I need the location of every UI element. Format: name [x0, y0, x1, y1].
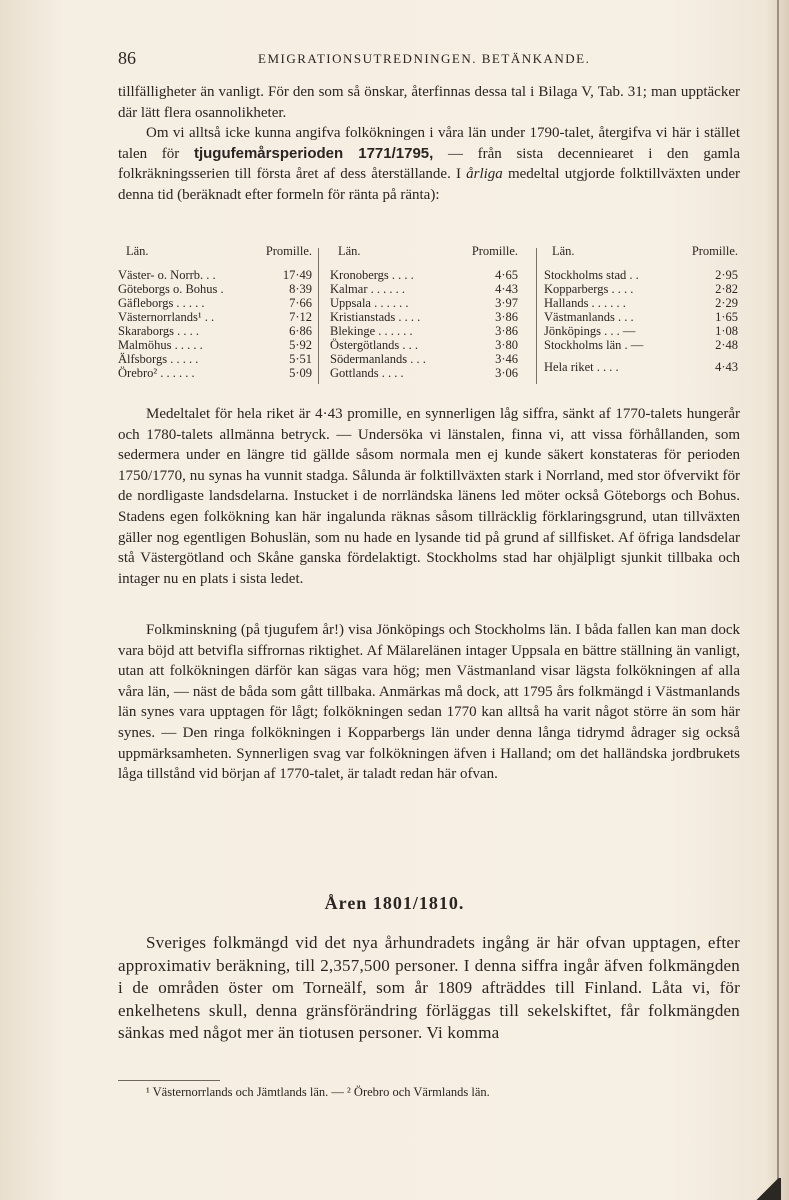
column-divider [536, 248, 537, 384]
table-column-2 [330, 244, 520, 392]
table-row: Östergötlands . . . 3·80 [330, 338, 518, 352]
section-heading: Åren 1801/1810. [324, 893, 465, 913]
footnote-rule [118, 1080, 220, 1081]
header-promille: Promille. [691, 244, 738, 258]
running-header [118, 48, 738, 70]
paragraph-2-text-e: medeltal utgjorde folktillväxten under denna tid (beräknadt efter formeln för ränta på ränta): [118, 166, 740, 203]
paragraph-2-text-c: — från sista decenniearet i den gamla folkräkningsserien till första året af dess återställande. I [118, 145, 740, 183]
table-row: Kopparbergs . . . . 2·82 [544, 282, 738, 296]
paragraph-2-text-a: Om vi alltså icke kunna angifva folkökningen i våra län under 1790-talet, återgifva vi här i stället talen för [118, 125, 740, 162]
table-column-1 [118, 244, 314, 392]
paragraph-4: Folkminskning (på tjugufem år!) visa Jönköpings och Stockholms län. I båda fallen kan man dock vara böjd att betvifla siffrornas riktighet. Af Mälarelänen intager Uppsala en bättre ställning än vanligt, utan att folkökningen därför kan sägas vara hög; men Västmanland visar lägsta folkökningen af alla våra län, — näst de båda som gått tillbaka. Anmärkas må dock, att 1795 års folkmängd i Västmanlands län synes vara upptagen för lågt; folkökningen sedan 1770 kan alltså ha varit något större än som här synes. — Den ringa folkökningen i Kopparbergs län under denna långa tidrymd ådrager sig också uppmärksamheten. Synnerligen svag var folkökningen äfven i Halland; om det halländska jordbrukets låga tillstånd vid början af 1770-talet, är taladt redan här ofvan. [118, 622, 740, 783]
table-header [544, 244, 740, 262]
table-row: Väster- o. Norrb. . . 17·49 [118, 268, 312, 282]
table-row: Kalmar . . . . . . 4·43 [330, 282, 518, 296]
table-row: Göteborgs o. Bohus . 8·39 [118, 282, 312, 296]
running-title: EMIGRATIONSUTREDNINGEN. BETÄNKANDE. [258, 51, 591, 66]
paragraph-1: tillfälligheter än vanligt. För den som så önskar, återfinnas dessa tal i Bilaga V, Tab. 31; man upptäcker där lätt flera osannolikheter. [118, 84, 740, 121]
header-promille: Promille. [471, 244, 518, 258]
table-row: Gäfleborgs . . . . . 7·66 [118, 296, 312, 310]
paragraph-5: Sveriges folkmängd vid det nya århundradets ingång är här ofvan upptagen, efter approximativ beräkning, till 2,357,500 personer. I denna siffra ingår äfven folkmängden i de områden öster om Torneälf, som år 1809 afträddes till Finland. Låta vi, för enkelhetens skull, denna gränsförändring förläggas till sekelskiftet, får folkmängden sänkas med något mer än tiotusen personer. Vi komma [118, 933, 740, 1043]
table-row: Stockholms län . — 2·48 [544, 338, 738, 352]
header-promille: Promille. [265, 244, 312, 258]
table-row: Jönköpings . . . — 1·08 [544, 324, 738, 338]
header-lan: Län. [126, 244, 149, 258]
table-row-total: Hela riket . . . . 4·43 [544, 360, 738, 374]
table-row: Örebro² . . . . . . 5·09 [118, 366, 312, 380]
paragraph-3: Medeltalet för hela riket är 4·43 promille, en synnerligen låg siffra, sänkt af 1770-talets hungerår och 1780-talets allmänna betryck. — Undersöka vi länstalen, finna vi, att vissa förhållanden, som sedermera under en längre tid gällde såsom normala men ej kunde säkert konstateras för perioden 1750/1770, nu synas ha vunnit stadga. Sålunda är folktillväxten stark i Norrland, med stor öfvervikt för de nordligaste landsdelarna. Instucket i de norrländska länens led möter också Göteborgs och Bohus. Stadens egen folkökning kan här ingalunda räknas såsom tillräcklig förklaringsgrund, utan tillväxten gäller nog egentligen Bohuslän, som nu hade en lysande tid på grund af sillfisket. Af öfriga landsdelar stå Västergötland och Skåne ganska fördelaktigt. Stockholms stad har ohjälpligt sjunkit tillbaka och intager nu en plats i sista ledet. [118, 406, 740, 587]
table-row: Stockholms stad . . 2·95 [544, 268, 738, 282]
paragraph-2-italic: årliga [466, 166, 503, 183]
table-row: Uppsala . . . . . . 3·97 [330, 296, 518, 310]
table-row: Kronobergs . . . . 4·65 [330, 268, 518, 282]
table-row: Kristianstads . . . . 3·86 [330, 310, 518, 324]
growth-table [118, 244, 740, 392]
table-row: Hallands . . . . . . 2·29 [544, 296, 738, 310]
table-row: Gottlands . . . . 3·06 [330, 366, 518, 380]
page-edge [777, 0, 779, 1200]
page-corner [753, 1178, 781, 1200]
footnotes: ¹ Västernorrlands och Jämtlands län. — ² Örebro och Värmlands län. [146, 1085, 490, 1099]
table-row: Blekinge . . . . . . 3·86 [330, 324, 518, 338]
page-number: 86 [118, 48, 136, 68]
column-divider [318, 248, 319, 384]
header-lan: Län. [552, 244, 575, 258]
table-row: Skaraborgs . . . . 6·86 [118, 324, 312, 338]
table-row: Älfsborgs . . . . . 5·51 [118, 352, 312, 366]
table-row: Södermanlands . . . 3·46 [330, 352, 518, 366]
header-lan: Län. [338, 244, 361, 258]
table-column-3 [544, 244, 740, 392]
table-header [330, 244, 520, 262]
table-row: Västernorrlands¹ . . 7·12 [118, 310, 312, 324]
table-header [118, 244, 314, 262]
table-row: Västmanlands . . . 1·65 [544, 310, 738, 324]
paragraph-2 [118, 123, 740, 205]
paragraph-2-bold: tjugufemårsperioden 1771/1795, [193, 144, 434, 162]
table-row: Malmöhus . . . . . 5·92 [118, 338, 312, 352]
